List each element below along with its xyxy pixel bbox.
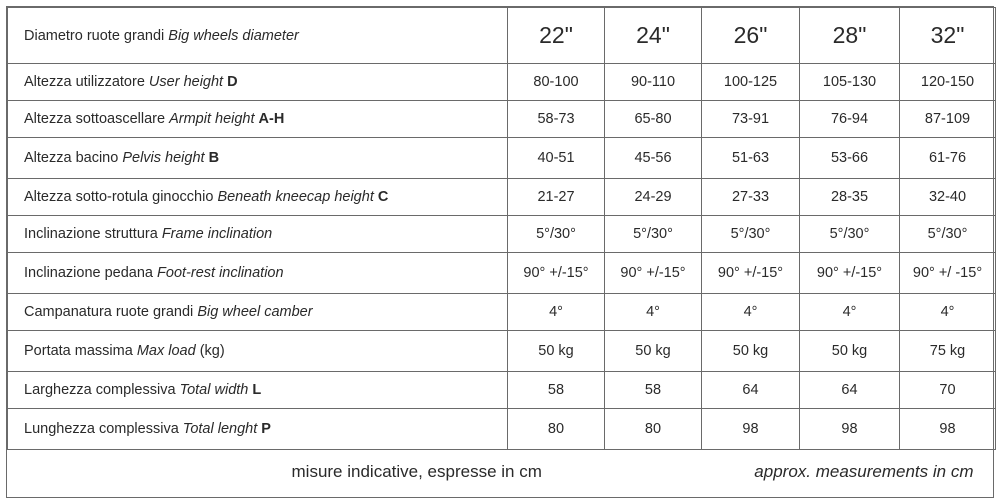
header-row: [8, 8, 996, 64]
spec-label-it: Portata massima: [24, 343, 133, 359]
size-26: 26": [702, 8, 800, 64]
spec-value: 98: [702, 409, 800, 450]
header-label-en: Big wheels diameter: [168, 27, 299, 44]
specs-table: [7, 7, 996, 494]
spec-value: 50 kg: [702, 331, 800, 372]
spec-value: 120-150: [900, 64, 996, 101]
spec-value: 65-80: [605, 101, 702, 138]
spec-label: [8, 409, 508, 450]
spec-value: 90° +/-15°: [605, 253, 702, 294]
footer-note-en: approx. measurements in cm: [754, 462, 974, 481]
spec-label-en: User height: [148, 74, 224, 90]
spec-value: 87-109: [900, 101, 996, 138]
spec-label-it: Altezza utilizzatore: [24, 74, 145, 90]
spec-value: 80: [605, 409, 702, 450]
spec-label-en: Armpit height: [169, 111, 255, 127]
spec-label: [8, 138, 508, 179]
spec-label: [8, 294, 508, 331]
spec-value: 45-56: [605, 138, 702, 179]
spec-value: 51-63: [702, 138, 800, 179]
spec-value: 58: [605, 372, 702, 409]
spec-label-it: Campanatura ruote grandi: [24, 304, 194, 320]
spec-value: 64: [702, 372, 800, 409]
spec-value: 4°: [702, 294, 800, 331]
spec-label: [8, 331, 508, 372]
spec-value: 76-94: [800, 101, 900, 138]
spec-row: [8, 216, 996, 253]
spec-label-it: Larghezza complessiva: [24, 382, 176, 398]
spec-value: 4°: [508, 294, 605, 331]
spec-value: 40-51: [508, 138, 605, 179]
spec-row: [8, 294, 996, 331]
spec-value: 5°/30°: [800, 216, 900, 253]
spec-label-code: B: [208, 150, 220, 166]
spec-value: 70: [900, 372, 996, 409]
spec-value: 5°/30°: [702, 216, 800, 253]
spec-row: [8, 253, 996, 294]
spec-label: [8, 101, 508, 138]
specs-sheet: [6, 6, 994, 498]
spec-value: 5°/30°: [605, 216, 702, 253]
footer-cell: [8, 450, 996, 495]
spec-value: 32-40: [900, 179, 996, 216]
header-label: [8, 8, 508, 64]
spec-value: 21-27: [508, 179, 605, 216]
spec-label-it: Altezza bacino: [24, 150, 119, 166]
spec-label-code: P: [261, 421, 271, 437]
spec-label-en: Total lenght: [182, 421, 258, 437]
spec-label-it: Lunghezza complessiva: [24, 421, 179, 437]
spec-value: 50 kg: [508, 331, 605, 372]
spec-label: [8, 64, 508, 101]
spec-value: 24-29: [605, 179, 702, 216]
spec-value: 90° +/-15°: [508, 253, 605, 294]
spec-label-it: Inclinazione pedana: [24, 265, 153, 281]
footer-row: [8, 450, 996, 495]
spec-row: [8, 138, 996, 179]
spec-value: 4°: [800, 294, 900, 331]
size-28: 28": [800, 8, 900, 64]
specs-body: [8, 64, 996, 450]
spec-label: [8, 253, 508, 294]
spec-value: 50 kg: [800, 331, 900, 372]
spec-row: [8, 409, 996, 450]
spec-value: 98: [800, 409, 900, 450]
spec-row: [8, 101, 996, 138]
spec-value: 5°/30°: [900, 216, 996, 253]
spec-value: 4°: [605, 294, 702, 331]
spec-label: [8, 372, 508, 409]
spec-value: 5°/30°: [508, 216, 605, 253]
spec-label-unit: (kg): [199, 343, 225, 359]
spec-value: 53-66: [800, 138, 900, 179]
spec-value: 28-35: [800, 179, 900, 216]
spec-label-it: Altezza sotto-rotula ginocchio: [24, 189, 214, 205]
spec-value: 4°: [900, 294, 996, 331]
size-22: 22": [508, 8, 605, 64]
spec-label-en: Total width: [179, 382, 249, 398]
spec-value: 105-130: [800, 64, 900, 101]
spec-value: 98: [900, 409, 996, 450]
spec-value: 75 kg: [900, 331, 996, 372]
spec-value: 90° +/-15°: [702, 253, 800, 294]
spec-value: 90° +/-15°: [800, 253, 900, 294]
spec-label-code: C: [377, 189, 389, 205]
spec-value: 90° +/ -15°: [900, 253, 996, 294]
spec-value: 50 kg: [605, 331, 702, 372]
spec-row: [8, 179, 996, 216]
footer-note-it: misure indicative, espresse in cm: [291, 462, 542, 481]
spec-label-en: Foot-rest inclination: [157, 265, 284, 281]
spec-row: [8, 331, 996, 372]
spec-label-it: Inclinazione struttura: [24, 226, 158, 242]
spec-label-code: L: [252, 382, 262, 398]
spec-value: 100-125: [702, 64, 800, 101]
size-32: 32": [900, 8, 996, 64]
spec-value: 80: [508, 409, 605, 450]
spec-label-en: Frame inclination: [161, 226, 273, 242]
spec-row: [8, 372, 996, 409]
spec-label: [8, 179, 508, 216]
spec-value: 61-76: [900, 138, 996, 179]
spec-row: [8, 64, 996, 101]
spec-label-code: A-H: [258, 111, 285, 127]
spec-value: 80-100: [508, 64, 605, 101]
spec-label-en: Pelvis height: [122, 150, 205, 166]
spec-value: 64: [800, 372, 900, 409]
header-label-it: Diametro ruote grandi: [24, 27, 165, 44]
spec-label-en: Beneath kneecap height: [217, 189, 374, 205]
spec-value: 27-33: [702, 179, 800, 216]
spec-label-it: Altezza sottoascellare: [24, 111, 166, 127]
spec-value: 73-91: [702, 101, 800, 138]
spec-label-code: D: [227, 74, 238, 90]
spec-label-en: Max load: [136, 343, 196, 359]
spec-label: [8, 216, 508, 253]
size-24: 24": [605, 8, 702, 64]
spec-label-en: Big wheel camber: [197, 304, 313, 320]
spec-value: 90-110: [605, 64, 702, 101]
spec-value: 58-73: [508, 101, 605, 138]
spec-value: 58: [508, 372, 605, 409]
